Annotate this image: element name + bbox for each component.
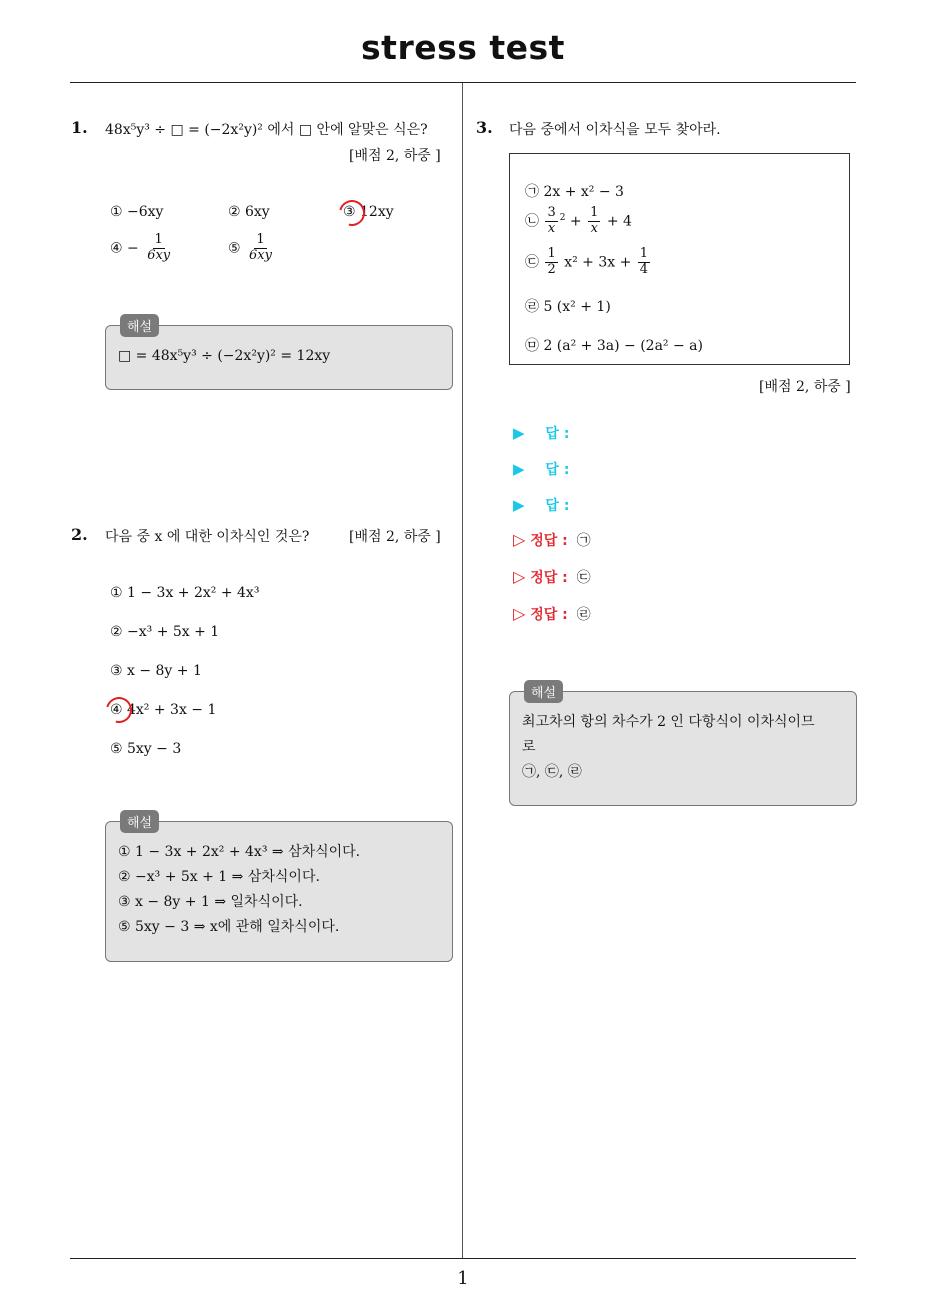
solution-line: 최고차의 항의 차수가 2 인 다항식이 이차식이므	[522, 714, 815, 730]
answer-blank-label: 답 :	[545, 498, 570, 514]
top-rule	[70, 82, 856, 83]
expression-a: ㉠ 2x + x² − 3	[525, 184, 624, 200]
correct-answer-label: 정답 :	[530, 607, 568, 623]
fraction	[247, 233, 274, 264]
play-arrow-icon: ▶	[513, 496, 525, 514]
fraction-denominator: 6xy	[147, 247, 171, 263]
correct-answer-2	[513, 567, 591, 587]
choice-3[interactable]: ③ 12xy	[343, 204, 394, 220]
correct-answer-value: ㉣	[576, 607, 591, 623]
play-arrow-icon: ▶	[513, 424, 525, 442]
page-number: 1	[457, 1268, 469, 1289]
outline-arrow-icon: ▷	[513, 567, 526, 586]
correct-answer-3	[513, 604, 591, 624]
correct-answer-label: 정답 :	[530, 570, 568, 586]
fraction: $\frac{1}{2}$	[547, 246, 556, 277]
solution-box	[105, 821, 453, 962]
solution-line: ② −x³ + 5x + 1 ⇒ 삼차식이다.	[118, 869, 320, 885]
choice-5[interactable]: ⑤ 5xy − 3	[110, 741, 182, 757]
solution-lines	[118, 840, 360, 940]
answer-circle-mark	[334, 195, 370, 231]
solution-tag: 해설	[524, 680, 563, 703]
expression-e: ㉤ 2 (a² + 3a) − (2a² − a)	[525, 338, 703, 354]
choice-1[interactable]: ① −6xy	[110, 204, 164, 220]
expression-tail: + 4	[606, 213, 632, 230]
expression-d: ㉣ 5 (x² + 1)	[525, 299, 611, 315]
choice-4[interactable]: ④ 4x² + 3x − 1	[110, 702, 217, 718]
fraction: $\frac{1}{4}$	[639, 246, 649, 277]
score-label: [배점 2, 하중 ]	[349, 529, 441, 545]
choice-1[interactable]: ① 1 − 3x + 2x² + 4x³	[110, 585, 260, 601]
solution-line: ① 1 − 3x + 2x² + 4x³ ⇒ 삼차식이다.	[118, 844, 361, 860]
fraction-numerator: 1	[256, 232, 265, 247]
question-number: 3.	[476, 118, 493, 137]
outline-arrow-icon: ▷	[513, 604, 526, 623]
answer-circle-mark	[101, 692, 137, 728]
fraction: $\frac{1}{x}$	[590, 205, 599, 236]
expression-b: ㉡ $\frac{3}{x}$ $^2$ + $\frac{1}{x}$ + 4	[525, 205, 632, 236]
score-label: [배점 2, 하중 ]	[759, 379, 851, 395]
correct-answer-label: 정답 :	[530, 533, 568, 549]
solution-line: 로	[522, 739, 536, 755]
answer-blank-label: 답 :	[545, 426, 570, 442]
correct-answer-value: ㉠	[576, 533, 591, 549]
correct-answer-1	[513, 530, 591, 550]
question-text: 다음 중 x 에 대한 이차식인 것은?	[105, 529, 310, 545]
solution-line: ⑤ 5xy − 3 ⇒ x에 관해 일차식이다.	[118, 919, 340, 935]
solution-line: ③ x − 8y + 1 ⇒ 일차식이다.	[118, 894, 303, 910]
choice-5[interactable]	[228, 233, 276, 264]
expression-label: ㉢	[525, 254, 539, 271]
choice-4[interactable]	[110, 233, 174, 264]
answer-blank-1[interactable]	[513, 423, 569, 443]
question-text: 다음 중에서 이차식을 모두 찾아라.	[509, 122, 721, 138]
column-divider	[462, 83, 463, 1258]
choice-4-label: ④ −	[110, 240, 139, 257]
choice-5-label: ⑤	[228, 240, 241, 257]
choice-2[interactable]: ② 6xy	[228, 204, 270, 220]
expression-mid: x² + 3x +	[564, 254, 632, 271]
fraction-numerator: 1	[154, 232, 163, 247]
score-label: [배점 2, 하중 ]	[349, 148, 441, 164]
question-number: 2.	[71, 525, 88, 544]
question-number: 1.	[71, 118, 88, 137]
correct-answer-value: ㉢	[576, 570, 591, 586]
solution-box	[509, 691, 857, 806]
fraction-denominator: 6xy	[249, 247, 272, 263]
choice-2[interactable]: ② −x³ + 5x + 1	[110, 624, 220, 640]
question-text: 48x⁵y³ ÷ □ = (−2x²y)² 에서 □ 안에 알맞은 식은?	[105, 122, 428, 138]
answer-blank-2[interactable]	[513, 459, 569, 479]
solution-lines	[522, 710, 815, 785]
fraction	[145, 233, 172, 264]
bottom-rule	[70, 1258, 856, 1259]
solution-text: □ = 48x⁵y³ ÷ (−2x²y)² = 12xy	[118, 348, 331, 364]
solution-tag: 해설	[120, 810, 159, 833]
outline-arrow-icon: ▷	[513, 530, 526, 549]
page-title: stress test	[361, 28, 565, 67]
expression-label: ㉡	[525, 213, 539, 230]
answer-blank-3[interactable]	[513, 495, 569, 515]
choice-3[interactable]: ③ x − 8y + 1	[110, 663, 202, 679]
solution-tag: 해설	[120, 314, 159, 337]
answer-blank-label: 답 :	[545, 462, 570, 478]
fraction: $\frac{3}{x}$	[547, 205, 556, 236]
expression-c	[525, 247, 652, 278]
solution-line: ㉠, ㉢, ㉣	[522, 764, 582, 780]
play-arrow-icon: ▶	[513, 460, 525, 478]
